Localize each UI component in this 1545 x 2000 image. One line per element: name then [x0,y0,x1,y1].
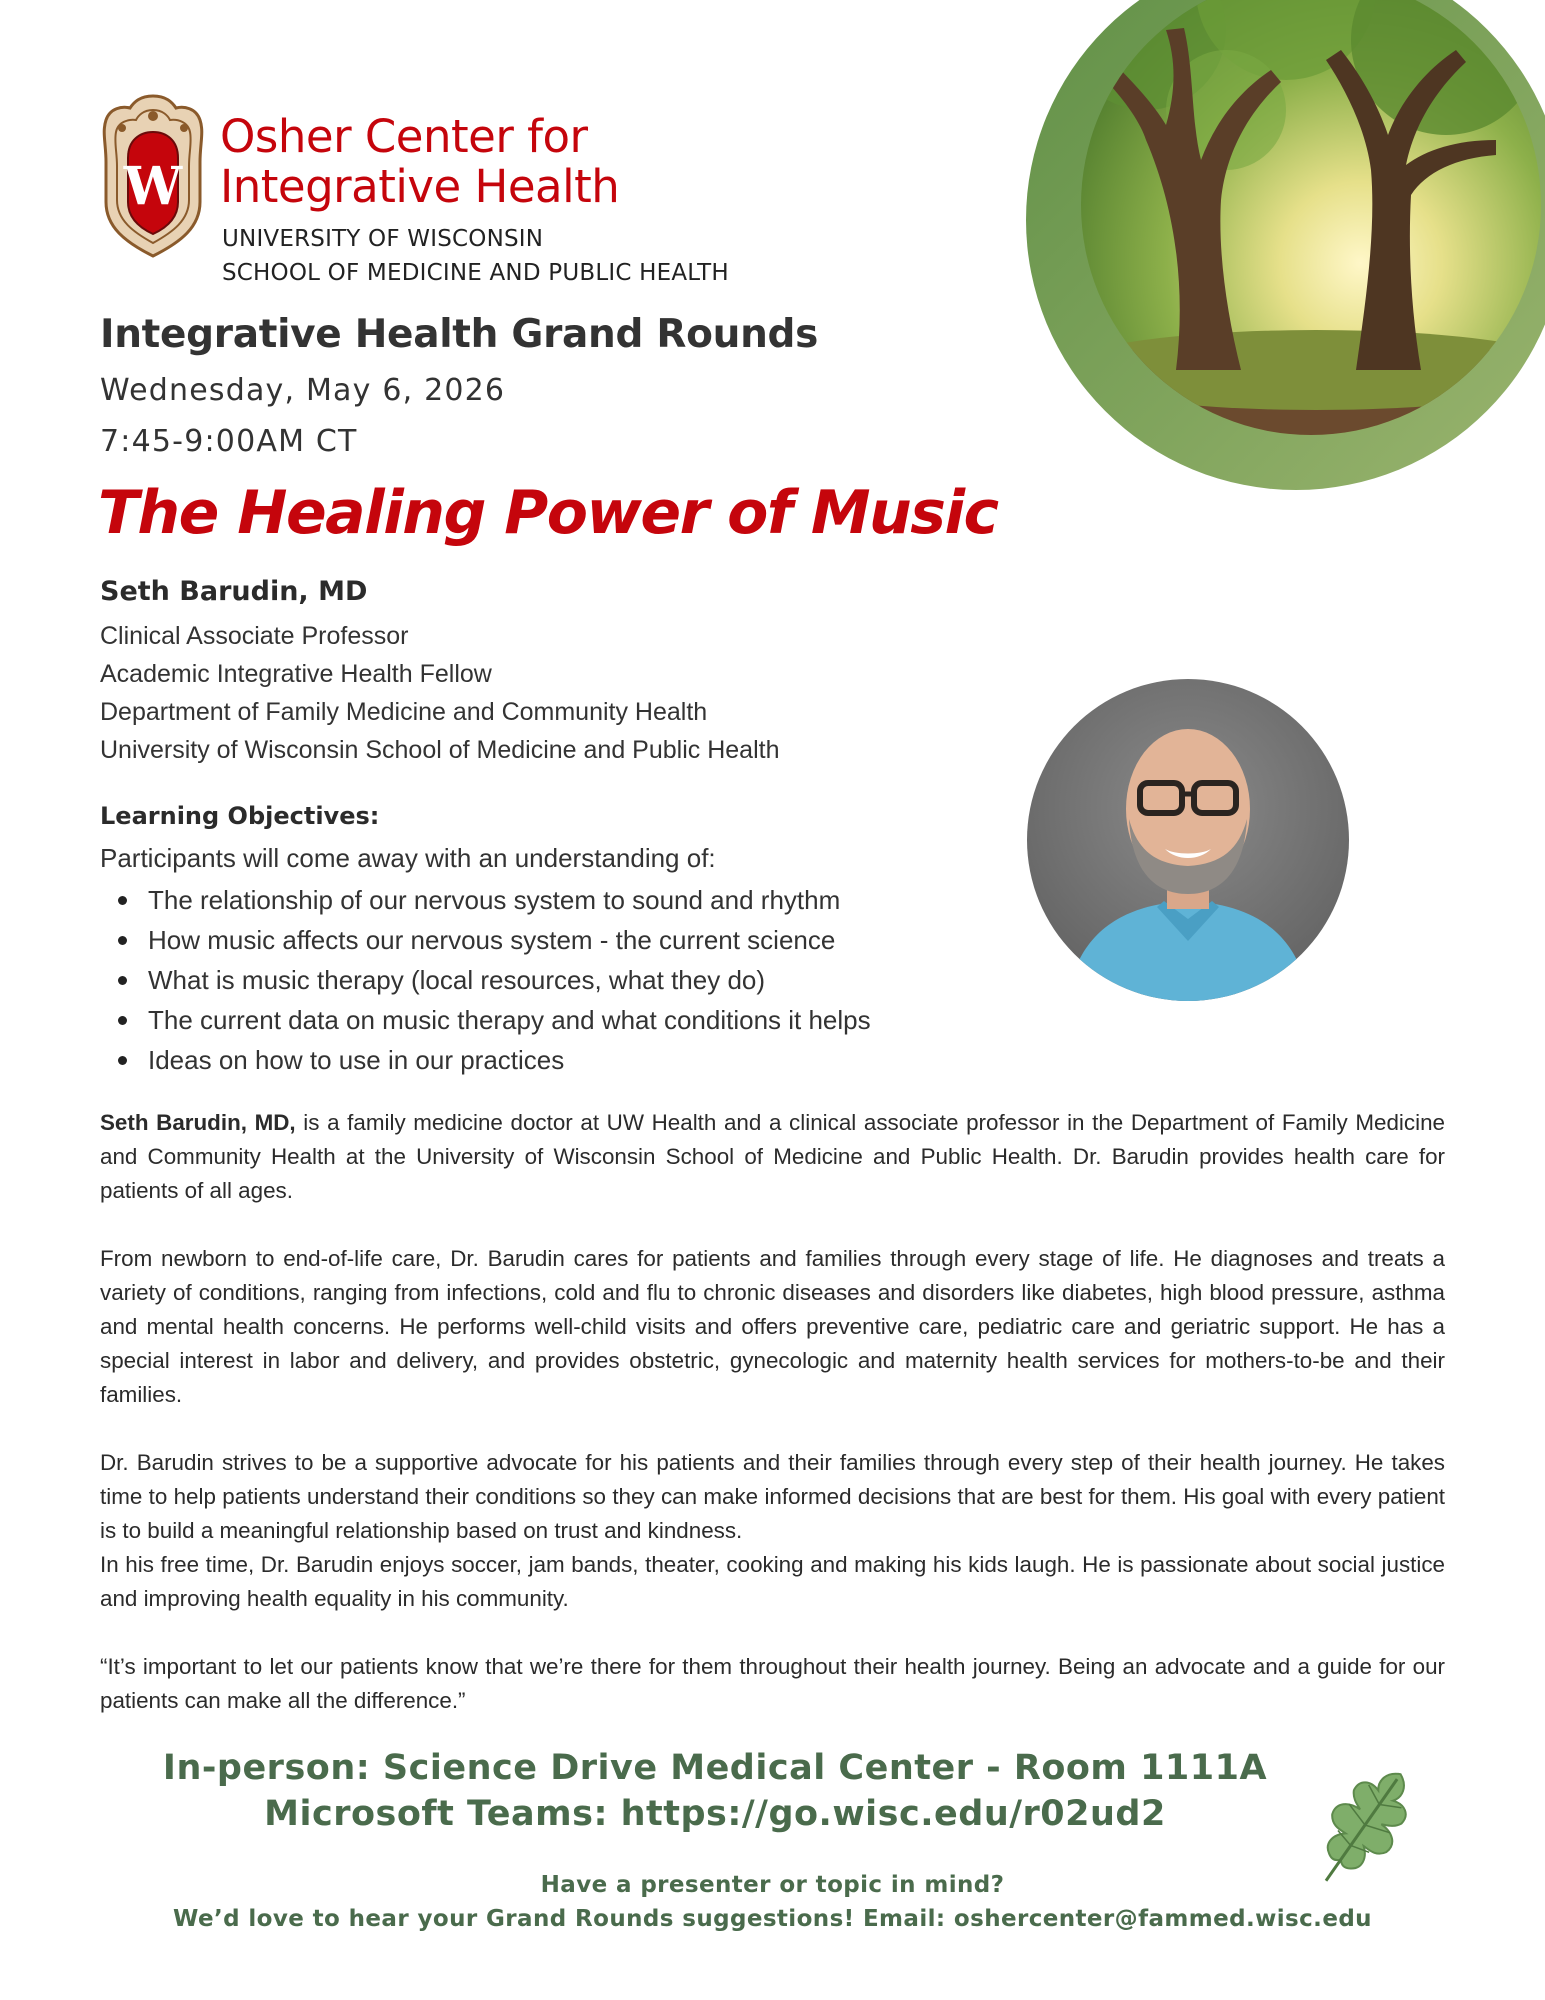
event-time: 7:45-9:00AM CT [100,424,358,459]
bullet-icon [118,976,127,985]
university-name [222,222,942,290]
speaker-title: University of Wisconsin School of Medicine and Public Health [100,736,780,764]
uw-crest-logo [100,92,206,260]
crest-letter: W [123,156,183,217]
objective-text: The current data on music therapy and what conditions it helps [148,1005,871,1035]
speaker-bio [100,1106,1445,1752]
footer-line2: We’d love to hear your Grand Rounds suggestions! Email: oshercenter@fammed.wisc.edu [173,1906,1372,1932]
objective-text: What is music therapy (local resources, what they do) [148,965,766,995]
university-line1: UNIVERSITY OF WISCONSIN [222,226,544,252]
tree-photo [1026,0,1545,490]
university-line2: SCHOOL OF MEDICINE AND PUBLIC HEALTH [222,260,729,286]
footer-line1: Have a presenter or topic in mind? [540,1872,1005,1898]
speaker-headshot [1027,679,1349,1001]
speaker-title: Department of Family Medicine and Community Health [100,698,708,726]
org-name-line2: Integrative Health [220,160,620,213]
objectives-list [100,880,1000,1080]
bullet-icon [118,936,127,945]
bio-paragraph: Dr. Barudin strives to be a supportive advocate for his patients and their families through every step of their health journey. He takes time to help patients understand their conditions so they can make informed decisions that are best for them. His goal with every patient is to build a meaningful relationship based on trust and kindness. [100,1450,1445,1543]
bullet-icon [118,896,127,905]
bio-paragraph [100,1106,1445,1208]
bio-paragraph: From newborn to end-of-life care, Dr. Barudin cares for patients and families through every stage of life. He diagnoses and treats a variety of conditions, ranging from infections, cold and flu to chronic diseases and disorders like diabetes, high blood pressure, asthma and mental health concerns. He performs well-child visits and offers preventive care, pediatric care and geriatric support. He has a special interest in labor and delivery, and provides obstetric, gynecologic and maternity health services for mothers-to-be and their families. [100,1246,1445,1407]
speaker-name: Seth Barudin, MD [100,576,368,607]
objective-text: How music affects our nervous system - the current science [148,925,836,955]
speaker-title: Academic Integrative Health Fellow [100,660,492,688]
in-person-location: In-person: Science Drive Medical Center - Room 1111A [162,1748,1268,1788]
teams-link[interactable]: Microsoft Teams: https://go.wisc.edu/r02ud2 [264,1794,1166,1834]
list-item [100,1040,1000,1080]
location-info [160,1745,1270,1837]
list-item [100,1000,1000,1040]
bullet-icon [118,1056,127,1065]
talk-title: The Healing Power of Music [98,478,998,548]
event-date: Wednesday, May 6, 2026 [100,373,506,408]
bio-paragraph: In his free time, Dr. Barudin enjoys soccer, jam bands, theater, cooking and making his kids laugh. He is passionate about social justice and improving health equality in his community. [100,1552,1445,1611]
objective-text: The relationship of our nervous system to sound and rhythm [148,885,841,915]
org-name-line1: Osher Center for [220,110,588,163]
speaker-titles [100,617,1000,769]
list-item [100,920,1000,960]
event-series: Integrative Health Grand Rounds [100,312,819,357]
speaker-title: Clinical Associate Professor [100,622,409,650]
objectives-heading: Learning Objectives: [100,802,380,830]
bullet-icon [118,1016,127,1025]
bio-quote: “It’s important to let our patients know that we’re there for them throughout their health journey. Being an advocate and a guide for our patients can make all the difference.” [100,1654,1445,1713]
list-item [100,960,1000,1000]
objective-text: Ideas on how to use in our practices [148,1045,565,1075]
bio-text: is a family medicine doctor at UW Health and a clinical associate professor in the Department of Family Medicine and Community Health at the University of Wisconsin School of Medicine and Public Health. Dr. Barudin provides health care for patients of all ages. [100,1110,1445,1203]
bio-speaker-name: Seth Barudin, MD, [100,1110,296,1135]
org-name [220,112,920,212]
list-item [100,880,1000,920]
footer-callout [100,1868,1445,1936]
objectives-intro: Participants will come away with an understanding of: [100,843,716,873]
